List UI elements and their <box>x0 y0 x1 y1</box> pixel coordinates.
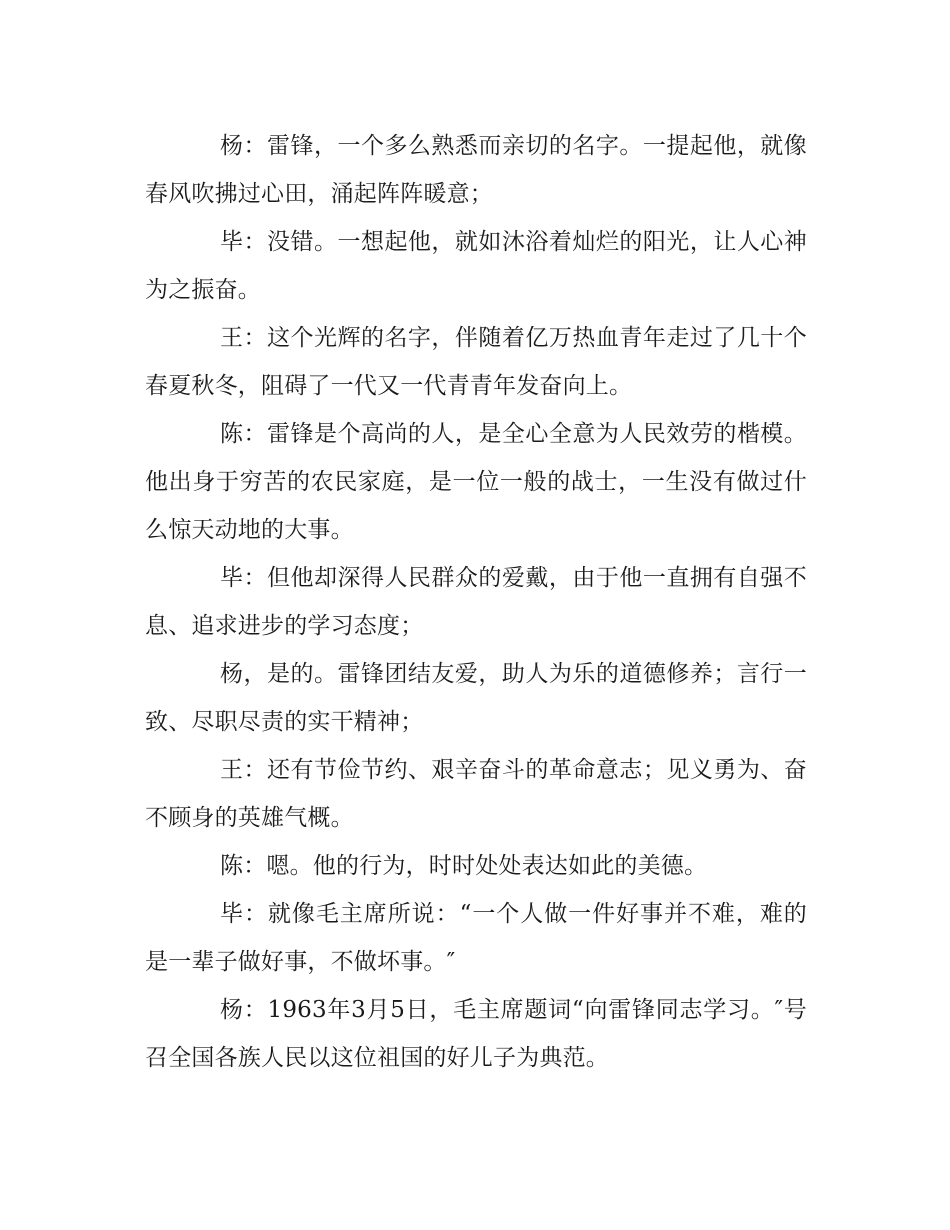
paragraph-9: 毕：就像毛主席所说：“一个人做一件好事并不难，难的是一辈子做好事，不做坏事。″ <box>145 901 807 975</box>
paragraph-5: 毕：但他却深得人民群众的爱戴，由于他一直拥有自强不息、追求进步的学习态度； <box>145 565 807 639</box>
paragraph-8: 陈：嗯。他的行为，时时处处表达如此的美德。 <box>220 853 708 879</box>
paragraph-10: 杨：1963年3月5日，毛主席题词“向雷锋同志学习。″号召全国各族人民以这位祖国的好儿子为典范。 <box>145 997 807 1071</box>
paragraph-1: 杨：雷锋，一个多么熟悉而亲切的名字。一提起他，就像春风吹拂过心田，涌起阵阵暖意； <box>145 133 807 207</box>
paragraph-7: 王：还有节俭节约、艰辛奋斗的革命意志；见义勇为、奋不顾身的英雄气概。 <box>145 757 807 831</box>
paragraph-6: 杨，是的。雷锋团结友爱，助人为乐的道德修养；言行一致、尽职尽责的实干精神； <box>145 661 807 735</box>
document-body <box>145 122 807 1082</box>
paragraph-4: 陈：雷锋是个高尚的人，是全心全意为人民效劳的楷模。他出身于穷苦的农民家庭，是一位一般的战士，一生没有做过什么惊天动地的大事。 <box>145 421 807 543</box>
paragraph-2: 毕：没错。一想起他，就如沐浴着灿烂的阳光，让人心神为之振奋。 <box>145 229 807 303</box>
paragraph-3: 王：这个光辉的名字，伴随着亿万热血青年走过了几十个春夏秋冬，阻碍了一代又一代青青年发奋向上。 <box>145 325 807 399</box>
